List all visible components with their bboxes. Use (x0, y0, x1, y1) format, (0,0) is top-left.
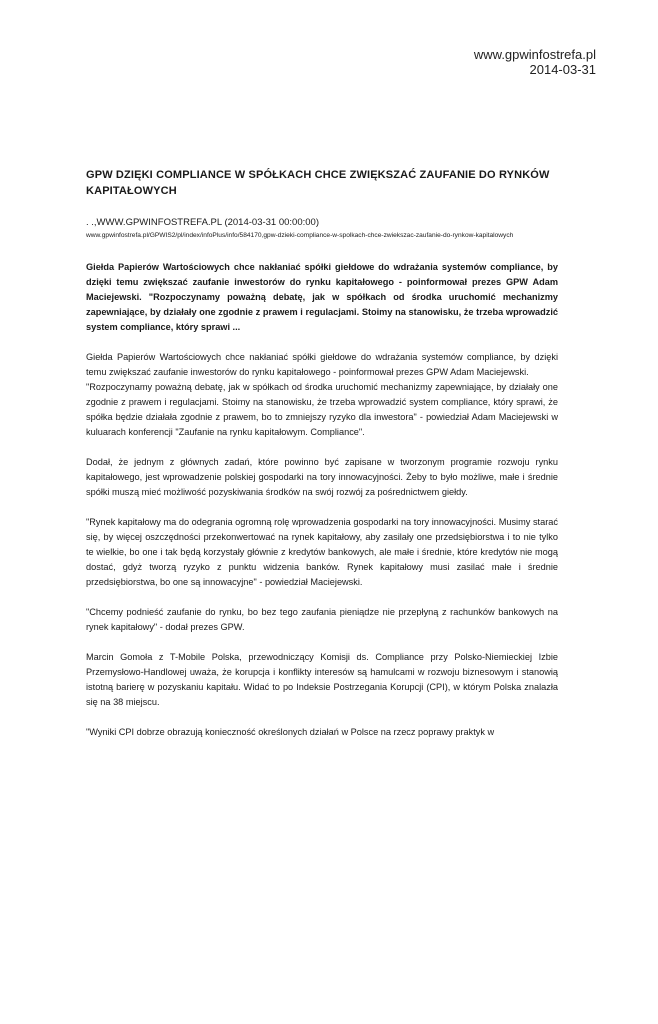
article-paragraph-1 (86, 350, 558, 440)
article-lead: Giełda Papierów Wartościowych chce nakłaniać spółki giełdowe do wdrażania systemów compliance, by dzięki temu zwiększać zaufanie inwestorów do rynku kapitałowego - poinformował prezes GPW Adam Maciejewski. "Rozpoczynamy poważną debatę, jak w spółkach od środka uruchomić mechanizmy zapewniające, by działały one zgodnie z prawem i regulacjami. Stoimy na stanowisku, że trzeba wprowadzić system compliance, który sprawi ... (86, 262, 558, 332)
article-title: GPW DZIĘKI COMPLIANCE W SPÓŁKACH CHCE ZWIĘKSZAĆ ZAUFANIE DO RYNKÓW KAPITAŁOWYCH (86, 169, 550, 197)
article (86, 167, 558, 740)
paragraph-1-part-b: "Rozpoczynamy poważną debatę, jak w spółkach od środka uruchomić mechanizmy zapewniające, by działały one zgodnie z prawem i regulacjami. Stoimy na stanowisku, że trzeba wprowadzić system compliance, który sprawi, że spółka będzie działała zgodnie z prawem, bo to zmniejszy ryzyko dla inwestora" - powiedział Adam Maciejewski w kuluarach konferencji "Zaufanie na rynku kapitałowym. Compliance". (86, 382, 558, 437)
paragraph-1-part-a: Giełda Papierów Wartościowych chce nakłaniać spółki giełdowe do wdrażania systemów compliance, by dzięki temu zwiększać zaufanie inwestorów do rynku kapitałowego - poinformował prezes GPW Adam Maciejewski. (86, 352, 558, 377)
site-name: www.gpwinfostrefa.pl (473, 47, 596, 62)
article-paragraph-2: Dodał, że jednym z głównych zadań, które powinno być zapisane w tworzonym programie rozwoju rynku kapitałowego, jest wprowadzenie polskiej gospodarki na tory innowacyjności. Żeby to było możliwe, małe i średnie spółki muszą mieć możliwość pozyskiwania środków na swój rozwój za pośrednictwem giełdy. (86, 457, 558, 497)
page-header (474, 47, 596, 77)
header-date: 2014-03-31 (529, 62, 596, 77)
article-paragraph-6: "Wyniki CPI dobrze obrazują konieczność określonych działań w Polsce na rzecz poprawy praktyk w (86, 727, 495, 737)
article-paragraph-3: "Rynek kapitałowy ma do odegrania ogromną rolę wprowadzenia gospodarki na tory innowacyjności. Musimy starać się, by więcej oszczędności przekonwertować na rynek kapitałowy, aby zasilały one przedsiębiorstwa i to nie tylko te wielkie, bo one i tak będą korzystały głównie z kredytów bankowych, ale małe i średnie, które kredytów nie mogą dostać, gdyż tworzą ryzyko z punktu widzenia banków. Rynek kapitałowy musi zasilać małe i średnie przedsiębiorstwa, bo one są innowacyjne" - powiedział Maciejewski. (86, 517, 558, 587)
article-paragraph-5: Marcin Gomoła z T-Mobile Polska, przewodniczący Komisji ds. Compliance przy Polsko-Niemieckiej Izbie Przemysłowo-Handlowej uważa, że korupcja i konflikty interesów są hamulcami w rozwoju biznesowym i stanowią istotną barierę w pozyskaniu kapitału. Widać to po Indeksie Postrzegania Korupcji (CPI), w którym Polska znalazła się na 38 miejscu. (86, 652, 558, 707)
article-url[interactable]: www.gpwinfostrefa.pl/GPWIS2/pl/index/infoPlus/info/584170,gpw-dzieki-compliance-w-spolkach-chce-zwiekszac-zaufanie-do-rynkow-kapitalowych (86, 232, 514, 239)
article-paragraph-4: "Chcemy podnieść zaufanie do rynku, bo bez tego zaufania pieniądze nie przepłyną z rachunków bankowych na rynek kapitałowy" - dodał prezes GPW. (86, 607, 558, 632)
article-source: . .,WWW.GPWINFOSTREFA.PL (2014-03-31 00:00:00) (86, 217, 319, 228)
